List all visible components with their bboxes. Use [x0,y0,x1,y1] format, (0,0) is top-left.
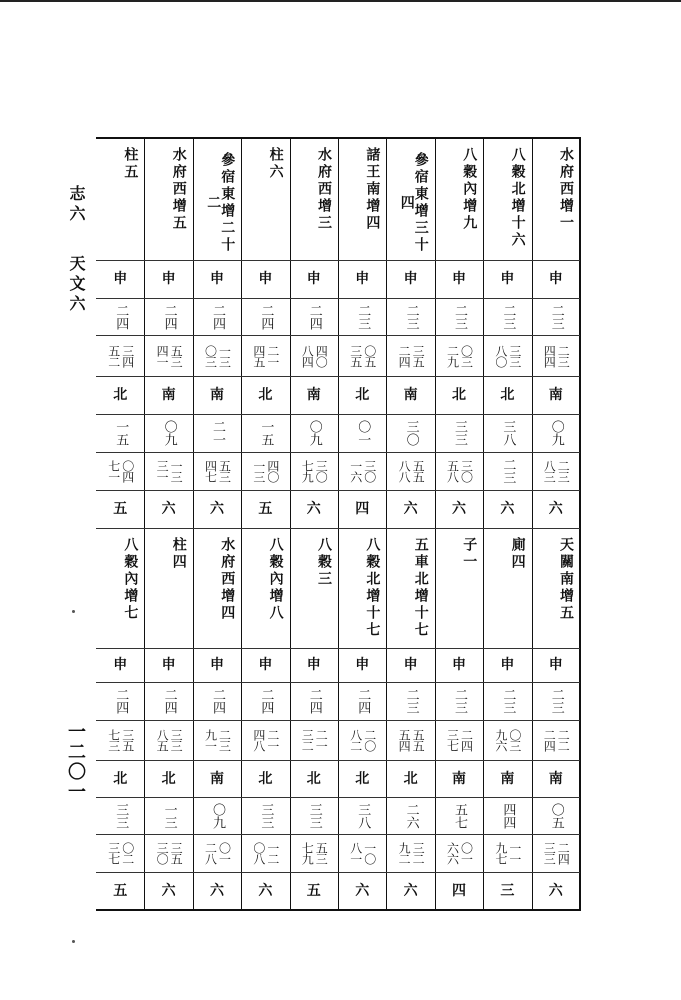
table-cell: 二四 [210,303,225,330]
table-cell: 南 [403,387,418,403]
table-cell: 南 [209,387,224,403]
table-cell: 申 [355,271,370,287]
table-cell: 三〇 一六 [348,460,377,482]
table-cell: 二四 三七 [445,729,474,751]
table-cell: 北 [451,387,466,403]
table-cell: 三 [500,883,515,899]
table-cell: 三五 三〇 [155,842,184,864]
table-cell: 南 [548,770,563,787]
table-cell: 申 [403,271,418,287]
table-cell: 〇五 [548,802,564,829]
table-cell: 三八 [355,802,371,829]
table-cell: 〇九 [306,420,322,446]
table-cell: 六 [355,883,370,899]
table-cell: 南 [500,770,515,787]
table-cell: 二三 [452,688,467,714]
table-cell: 三四 五二 [106,344,135,367]
table-cell: 申 [306,271,321,287]
table-cell: 北 [355,770,370,787]
table-cell: 北 [113,387,128,403]
table-cell: 〇九 [548,420,564,446]
star-name: 五車北增十七 [412,537,429,639]
table-cell: 五三 四一 [155,344,184,367]
table-cell: 二三 [500,688,516,714]
table-cell: 三五 二四 [397,344,426,367]
table-cell: 北 [161,770,176,787]
table-cell: 申 [209,657,224,673]
table-cell: 申 [258,657,273,673]
star-name: 天關南增五 [557,537,574,622]
table-cell: 五五 八八 [397,460,426,482]
table-cell: 五三 四七 [203,460,232,482]
table-cell: 六 [258,883,273,899]
table-cell: 北 [403,770,418,787]
table-cell: 二四 [210,688,225,714]
table-cell: 北 [258,770,273,787]
table-cell: 〇九 [210,802,225,829]
table-cell: 二一 四五 [251,344,280,367]
table-cell: 南 [209,770,224,787]
table-cell: 二三 [548,688,564,714]
table-cell: 申 [451,657,466,673]
table-cell: 二四 [258,303,274,330]
table-cell: 三五 七三 [106,729,135,751]
star-name: 參宿東增二十二 [205,152,236,254]
table-cell: 申 [161,657,176,673]
table-cell: 一五 [258,420,274,446]
table-cell: 二〇 八二 [348,729,377,751]
table-cell: 二二 二四 [542,729,571,751]
table-cell: 三〇 [403,420,419,446]
star-name: 子一 [461,537,478,571]
table-cell: 六 [209,501,224,517]
table-cell: 北 [113,770,128,787]
star-name: 水府西增四 [219,537,236,622]
table-cell: 北 [500,387,515,403]
table-cell: 五 [113,501,128,517]
table-cell: 三三 [258,802,274,829]
table-cell: 三三 [113,802,129,829]
table-cell: 申 [500,657,515,673]
star-name: 八穀內增七 [122,537,139,622]
table-cell: 二四 [306,688,322,714]
table-cell: 三〇 七九 [300,460,329,482]
table-cell: 申 [451,271,466,287]
table-cell: 五 [306,883,321,899]
table-cell: 一一 九七 [493,842,522,864]
star-name: 柱四 [170,537,187,571]
star-name: 八穀三 [315,537,332,588]
table-cell: 三二 九二 [397,842,426,864]
table-cell: 三八 [500,420,516,446]
star-name: 柱六 [267,147,284,181]
table-cell: 二三 [452,303,467,330]
star-name: 廁四 [509,537,526,571]
table-cell: 三三 [306,802,322,829]
table-right-rule [579,137,581,911]
table-cell: 二一 [210,420,225,446]
table-cell: 二三 八三 [542,460,571,482]
table-cell: 〇二 三七 [106,842,135,864]
table-cell: 申 [113,271,128,287]
table-cell: 一〇 八一 [348,842,377,864]
table-cell: 〇一 六六 [445,842,474,864]
table-cell: 六 [209,883,224,899]
star-name: 八穀內增九 [461,147,478,232]
table-cell: 申 [209,271,224,287]
star-name: 八穀內增八 [267,537,284,622]
table-cell: 二四 三三 [542,842,571,864]
table-cell: 二三 [500,303,516,330]
table-cell: 南 [548,387,563,403]
table-cell: 申 [548,271,563,287]
table-cell: 二四 [306,303,322,330]
table-cell: 一五 [113,420,129,446]
table-cell: 六 [451,501,466,517]
table-cell: 南 [161,387,176,403]
table-cell: 五五 五四 [397,729,426,751]
table-cell: 二三 四四 [542,344,571,367]
table-cell: 五 [258,501,273,517]
table-cell: 南 [451,770,466,787]
table-cell: 〇五 三五 [348,344,377,367]
table-cell: 二三 [500,458,516,484]
table-cell: 三三 八五 [155,729,184,751]
table-cell: 六 [161,501,176,517]
table-cell: 北 [355,387,370,403]
table-cell: 申 [306,657,321,673]
table-cell: 一三 三一 [155,460,184,482]
star-name: 諸王南增四 [364,147,381,232]
table-cell: 〇三 九六 [493,729,522,751]
table-cell: 〇三 二九 [445,344,474,367]
table-cell: 五 [113,883,128,899]
table-cell: 二四 [161,303,177,330]
table-cell: 三三 八〇 [493,344,522,367]
table-cell: 〇一 [355,420,371,446]
star-name: 八穀北增十六 [509,147,526,249]
table-cell: 一二 〇八 [251,842,280,864]
table-cell: 申 [258,271,273,287]
section-title: 天文六 [67,255,86,315]
table-cell: 一三 [161,802,177,829]
table-cell: 二四 [113,303,129,330]
table-cell: 五七 [452,802,467,829]
table-cell: 二六 [403,802,419,829]
table-cell: 一三 〇三 [203,344,232,367]
table-cell: 四〇 一三 [251,460,280,482]
table-cell: 六 [161,883,176,899]
table-cell: 申 [161,271,176,287]
table-cell: 二一 三二 [300,729,329,751]
table-cell: 〇九 [161,420,177,446]
table-cell: 申 [500,271,515,287]
table-cell: 北 [306,770,321,787]
chapter-title: 志六 [67,185,86,225]
table-cell: 二三 [403,303,419,330]
star-name: 八穀北增十七 [364,537,381,639]
table-cell: 三〇 五八 [445,460,474,482]
table-cell: 六 [403,501,418,517]
table-cell: 申 [113,657,128,673]
table-cell: 二三 [403,688,419,714]
table-cell: 六 [306,501,321,517]
table-cell: 四〇 八四 [300,344,329,367]
table-cell: 申 [355,657,370,673]
star-name: 柱五 [122,147,139,181]
table-cell: 北 [258,387,273,403]
table-cell: 二四 [113,688,129,714]
table-cell: 六 [403,883,418,899]
star-name: 參宿東增三十四 [398,152,429,254]
star-name: 水府西增三 [315,147,332,232]
table-cell: 六 [500,501,515,517]
table-cell: 二四 [355,688,371,714]
table-cell: 六 [548,883,563,899]
table-cell: 二三 [548,303,564,330]
page-number: 一二〇一 [65,722,86,802]
table-cell: 三三 [452,420,467,446]
table-cell: 二三 九一 [203,729,232,751]
table-cell: 二一 四八 [251,729,280,751]
table-cell: 二四 [161,688,177,714]
table-cell: 四 [451,883,466,899]
table-cell: 五三 七九 [300,842,329,864]
table-cell: 〇一 二八 [203,842,232,864]
table-cell: 四 [355,501,370,517]
table-cell: 四四 [500,802,516,829]
table-cell: 申 [403,657,418,673]
star-name: 水府西增五 [170,147,187,232]
table-cell: 六 [548,501,563,517]
table-cell: 〇四 七一 [106,460,135,482]
table-cell: 二四 [258,688,274,714]
table-cell: 申 [548,657,563,673]
table-cell: 二三 [355,303,371,330]
star-name: 水府西增一 [557,147,574,232]
table-cell: 南 [306,387,321,403]
